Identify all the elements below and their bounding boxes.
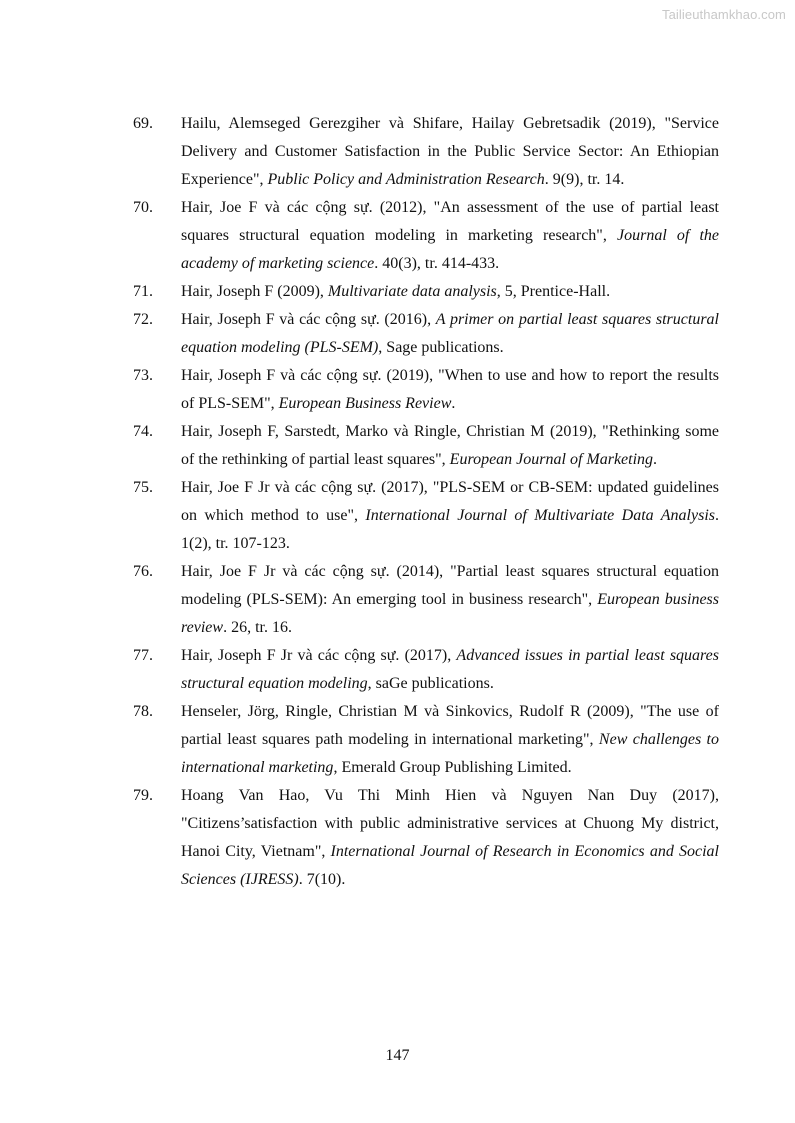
reference-number: 76.: [133, 563, 153, 580]
reference-number: 73.: [133, 367, 153, 384]
reference-details: , Emerald Group Publishing Limited.: [333, 759, 572, 776]
reference-number: 70.: [133, 199, 153, 216]
reference-item: [133, 642, 719, 698]
reference-source: Public Policy and Administration Research: [267, 171, 545, 188]
reference-text: Hair, Joe F và các cộng sự. (2012), "An assessment of the use of partial least squares structural equation modeling in marketing research",: [181, 199, 719, 244]
reference-item: [133, 278, 719, 306]
reference-source: International Journal of Multivariate Data Analysis: [365, 507, 715, 524]
reference-item: [133, 194, 719, 278]
reference-details: , 5, Prentice-Hall.: [496, 283, 611, 300]
reference-details: . 1(2), tr. 107-123.: [181, 507, 719, 552]
reference-details: , saGe publications.: [367, 675, 494, 692]
reference-text: Hair, Joseph F, Sarstedt, Marko và Ringle, Christian M (2019), "Rethinking some of the rethinking of partial least squares",: [181, 423, 719, 468]
reference-item: [133, 474, 719, 558]
reference-details: . 7(10).: [298, 871, 346, 888]
reference-source: Multivariate data analysis: [327, 283, 497, 300]
reference-text: Hair, Joe F Jr và các cộng sự. (2017), "PLS-SEM or CB-SEM: updated guidelines on which method to use",: [181, 479, 719, 524]
reference-details: . 26, tr. 16.: [223, 619, 292, 636]
reference-source: European Business Review: [278, 395, 452, 412]
reference-source: European Journal of Marketing: [449, 451, 654, 468]
reference-details: . 40(3), tr. 414-433.: [374, 255, 500, 272]
reference-item: [133, 110, 719, 194]
reference-number: 69.: [133, 115, 153, 132]
reference-item: [133, 418, 719, 474]
reference-item: [133, 698, 719, 782]
reference-source: International Journal of Research in Economics and Social Sciences (IJRESS): [181, 843, 720, 888]
reference-text: Hair, Joseph F và các cộng sự. (2016),: [181, 311, 436, 328]
reference-item: [133, 782, 719, 894]
reference-text: Hoang Van Hao, Vu Thi Minh Hien và Nguyen Nan Duy (2017), "Citizens’satisfaction with public administrative services at Chuong My district, Hanoi City, Vietnam",: [181, 787, 719, 860]
reference-number: 78.: [133, 703, 153, 720]
reference-source: European business review: [181, 591, 720, 636]
reference-number: 75.: [133, 479, 153, 496]
reference-details: , Sage publications.: [378, 339, 504, 356]
reference-item: [133, 362, 719, 418]
reference-details: .: [653, 451, 658, 468]
reference-number: 79.: [133, 787, 153, 804]
reference-source: New challenges to international marketing: [181, 731, 719, 776]
reference-details: .: [451, 395, 456, 412]
reference-number: 74.: [133, 423, 153, 440]
reference-source: Advanced issues in partial least squares structural equation modeling: [181, 647, 720, 692]
reference-number: 77.: [133, 647, 153, 664]
reference-text: Hair, Joseph F Jr và các cộng sự. (2017),: [181, 647, 457, 664]
reference-text: Hair, Joseph F và các cộng sự. (2019), "When to use and how to report the results of PLS-SEM",: [181, 367, 719, 412]
reference-number: 72.: [133, 311, 153, 328]
reference-item: [133, 558, 719, 642]
reference-source: Journal of the academy of marketing science: [181, 227, 720, 272]
reference-source: A primer on partial least squares structural equation modeling (PLS-SEM): [181, 311, 720, 356]
reference-list: [133, 110, 719, 894]
reference-text: Hair, Joseph F (2009),: [181, 283, 328, 300]
page-number: 147: [385, 1047, 410, 1064]
watermark: Tailieuthamkhao.com: [661, 7, 786, 22]
reference-text: Hailu, Alemseged Gerezgiher và Shifare, Hailay Gebretsadik (2019), "Service Delivery and Customer Satisfaction in the Public Service Sector: An Ethiopian Experience",: [181, 115, 719, 188]
reference-text: Hair, Joe F Jr và các cộng sự. (2014), "Partial least squares structural equation modeling (PLS-SEM): An emerging tool in business research",: [181, 563, 719, 608]
reference-number: 71.: [133, 283, 153, 300]
reference-item: [133, 306, 719, 362]
reference-text: Henseler, Jörg, Ringle, Christian M và Sinkovics, Rudolf R (2009), "The use of partial least squares path modeling in international marketing",: [181, 703, 719, 748]
reference-details: . 9(9), tr. 14.: [544, 171, 625, 188]
